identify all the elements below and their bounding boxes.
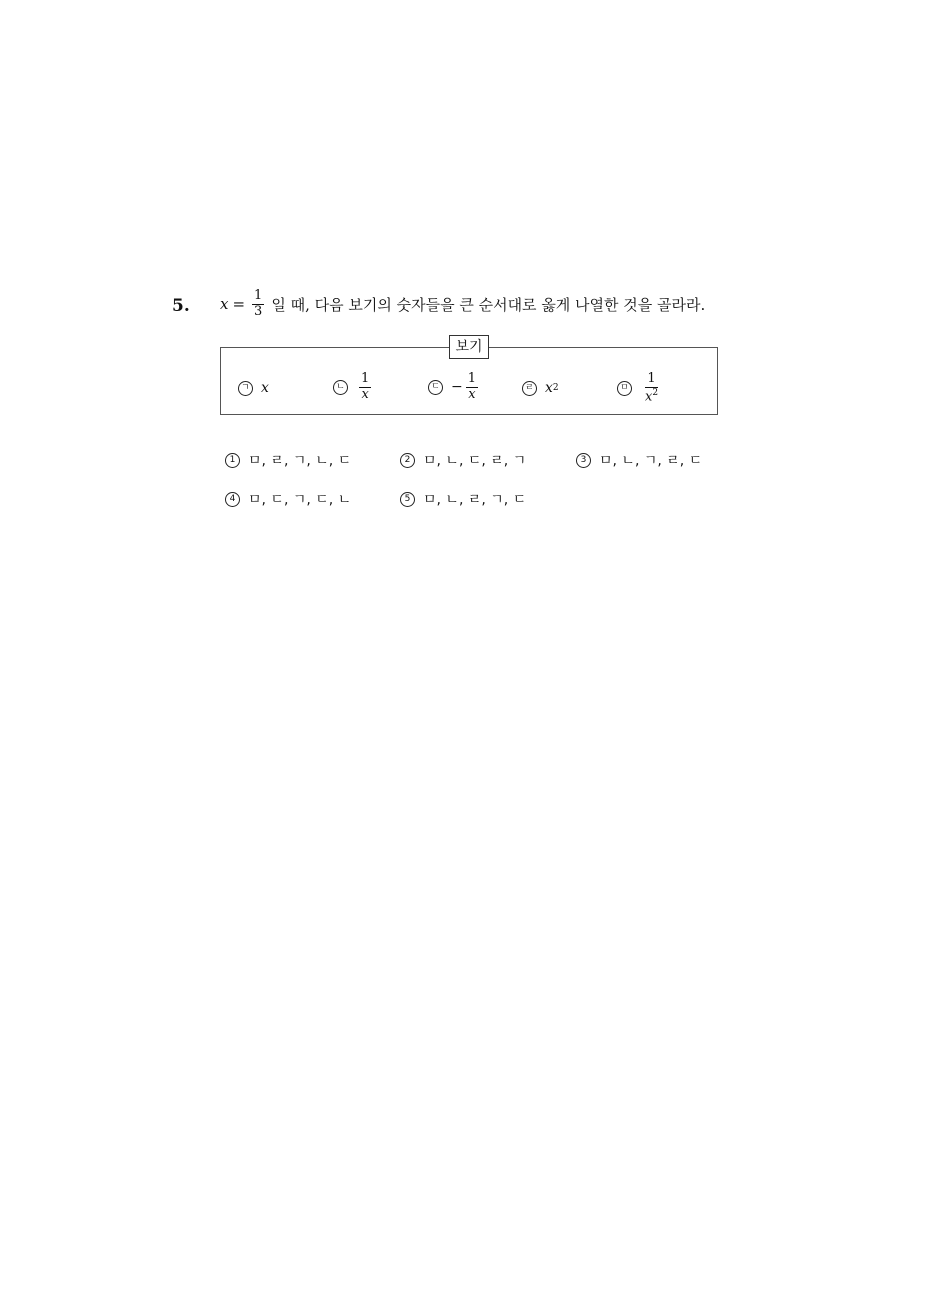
choice-number: 3 [576, 453, 591, 468]
item-mark: ㄴ [333, 380, 348, 395]
item-exponent: 2 [552, 383, 559, 393]
item-mark: ㄹ [522, 381, 537, 396]
fraction-denominator: x [468, 386, 476, 402]
example-box-title: 보기 [449, 335, 489, 359]
example-item-5 [617, 372, 663, 405]
choice-number: 2 [400, 453, 415, 468]
choice-number: 4 [225, 492, 240, 507]
stem-fraction-numerator: 1 [254, 288, 263, 303]
item-fraction [466, 372, 478, 403]
stem-variable: x [220, 295, 229, 314]
fraction-numerator: 1 [647, 371, 656, 386]
question-stem [220, 289, 705, 320]
fraction-numerator: 1 [467, 371, 477, 386]
fraction-denominator: $x^2$ [645, 387, 659, 405]
stem-fraction-denominator: 3 [254, 303, 263, 319]
example-item-2 [333, 372, 374, 403]
choice-5[interactable] [400, 489, 526, 509]
fraction-denominator: x [361, 386, 369, 402]
choice-3[interactable] [576, 450, 702, 470]
choice-text: ㅁ, ㄴ, ㄷ, ㄹ, ㄱ [423, 453, 527, 469]
item-fraction [643, 372, 660, 405]
choice-text: ㅁ, ㄷ, ㄱ, ㄷ, ㄴ [248, 492, 352, 508]
choice-text: ㅁ, ㄴ, ㄹ, ㄱ, ㄷ [423, 492, 527, 508]
choice-4[interactable] [225, 489, 351, 509]
choice-2[interactable] [400, 450, 526, 470]
choice-1[interactable] [225, 450, 351, 470]
stem-fraction [252, 289, 264, 320]
choice-number: 5 [400, 492, 415, 507]
stem-equals: = [232, 295, 246, 314]
example-item-1 [238, 380, 269, 396]
item-base: x [545, 380, 553, 396]
item-fraction [359, 372, 371, 403]
item-mark: ㄱ [238, 381, 253, 396]
fraction-numerator: 1 [361, 371, 370, 386]
choice-text: ㅁ, ㄹ, ㄱ, ㄴ, ㄷ [248, 453, 352, 469]
choice-text: ㅁ, ㄴ, ㄱ, ㄹ, ㄷ [599, 453, 703, 469]
stem-text: 일 때, 다음 보기의 숫자들을 큰 순서대로 옳게 나열한 것을 골라라. [271, 295, 706, 314]
question-number: 5. [172, 296, 190, 316]
item-sign: − [451, 379, 463, 396]
example-item-4 [522, 380, 559, 396]
choice-number: 1 [225, 453, 240, 468]
item-expression: x [261, 380, 269, 396]
item-mark: ㅁ [617, 381, 632, 396]
example-item-3 [428, 372, 481, 403]
item-mark: ㄷ [428, 380, 443, 395]
